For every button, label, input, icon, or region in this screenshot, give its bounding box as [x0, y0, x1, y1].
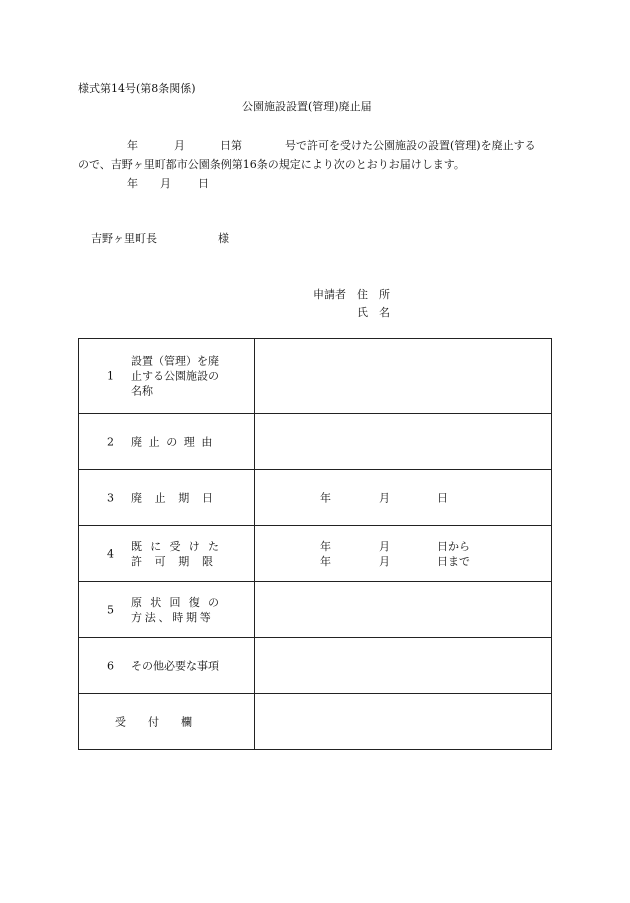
row-label-line: 原状回復の: [131, 595, 228, 609]
row-label-line: 許可期限: [131, 554, 226, 568]
facility-name-field[interactable]: [255, 339, 552, 414]
applicant-name-label: 氏 名: [357, 306, 390, 319]
row-label: [131, 539, 227, 569]
addressee-honorific: 様: [218, 232, 229, 245]
form-number: 様式第14号(第8条関係): [78, 82, 196, 95]
permit-from-month: 月: [379, 539, 390, 553]
applicant-label: 申請者: [313, 288, 346, 301]
row-label-line: 方法、時期等: [131, 610, 214, 624]
table-row: [79, 694, 552, 750]
permit-until-month: 月: [379, 554, 390, 568]
date-year: 年: [127, 177, 138, 190]
row-label: [131, 354, 219, 399]
row-label-cell: [79, 526, 255, 582]
row-number: 3: [107, 491, 114, 504]
form-title: 公園施設設置(管理)廃止届: [242, 100, 372, 113]
row-label-cell: [79, 582, 255, 638]
table-row: [79, 339, 552, 414]
permit-from-day: 日から: [437, 539, 470, 553]
table-row: [79, 638, 552, 694]
row-label: その他必要な事項: [131, 659, 219, 672]
permit-until-year: 年: [320, 554, 331, 568]
abolition-year: 年: [320, 491, 331, 504]
row-label-cell: [79, 694, 255, 750]
row-number: 5: [107, 603, 114, 616]
row-number: 2: [107, 435, 114, 448]
intro-month: 月: [174, 139, 185, 152]
permit-until-day: 日まで: [437, 554, 470, 568]
row-number: 6: [107, 659, 114, 672]
permit-from-year: 年: [320, 539, 331, 553]
form-table: [78, 338, 552, 750]
row-number: 1: [107, 369, 114, 383]
table-row: [79, 470, 552, 526]
table-row: [79, 414, 552, 470]
applicant-address-label: 住 所: [357, 288, 390, 301]
row-label-cell: [79, 339, 255, 414]
row-label-cell: [79, 414, 255, 470]
row-label-cell: [79, 470, 255, 526]
row-label-line: 止する公園施設の: [131, 369, 219, 383]
reception-field[interactable]: [255, 694, 552, 750]
permit-period-years: [320, 539, 331, 569]
table-row: [79, 526, 552, 582]
table-row: [79, 582, 552, 638]
row-label-line: 既に受けた: [131, 539, 228, 553]
permit-period-months: [379, 539, 390, 569]
intro-line1-rest: 号で許可を受けた公園施設の設置(管理)を廃止する: [285, 139, 536, 152]
reception-label: 受 付 欄: [115, 715, 192, 728]
row-label: 廃止期日: [131, 491, 226, 504]
abolition-month: 月: [379, 491, 390, 504]
addressee-name: 吉野ヶ里町長: [91, 232, 157, 245]
intro-line2: ので、吉野ヶ里町都市公園条例第16条の規定により次のとおりお届けします。: [78, 158, 465, 171]
row-label-line: 設置（管理）を廃: [131, 354, 219, 368]
row-label: 廃止の理由: [131, 435, 219, 448]
abolition-date-field[interactable]: [255, 470, 552, 526]
date-month: 月: [160, 177, 171, 190]
intro-year: 年: [127, 139, 138, 152]
date-day: 日: [198, 177, 209, 190]
restoration-method-field[interactable]: [255, 582, 552, 638]
other-matters-field[interactable]: [255, 638, 552, 694]
row-label-line: 名称: [131, 384, 153, 398]
row-label: [131, 595, 227, 625]
abolition-reason-field[interactable]: [255, 414, 552, 470]
permit-period-field[interactable]: [255, 526, 552, 582]
row-number: 4: [107, 547, 114, 560]
permit-period-days: [437, 539, 470, 569]
row-label-cell: [79, 638, 255, 694]
intro-day: 日第: [220, 139, 242, 152]
abolition-day: 日: [437, 491, 448, 504]
